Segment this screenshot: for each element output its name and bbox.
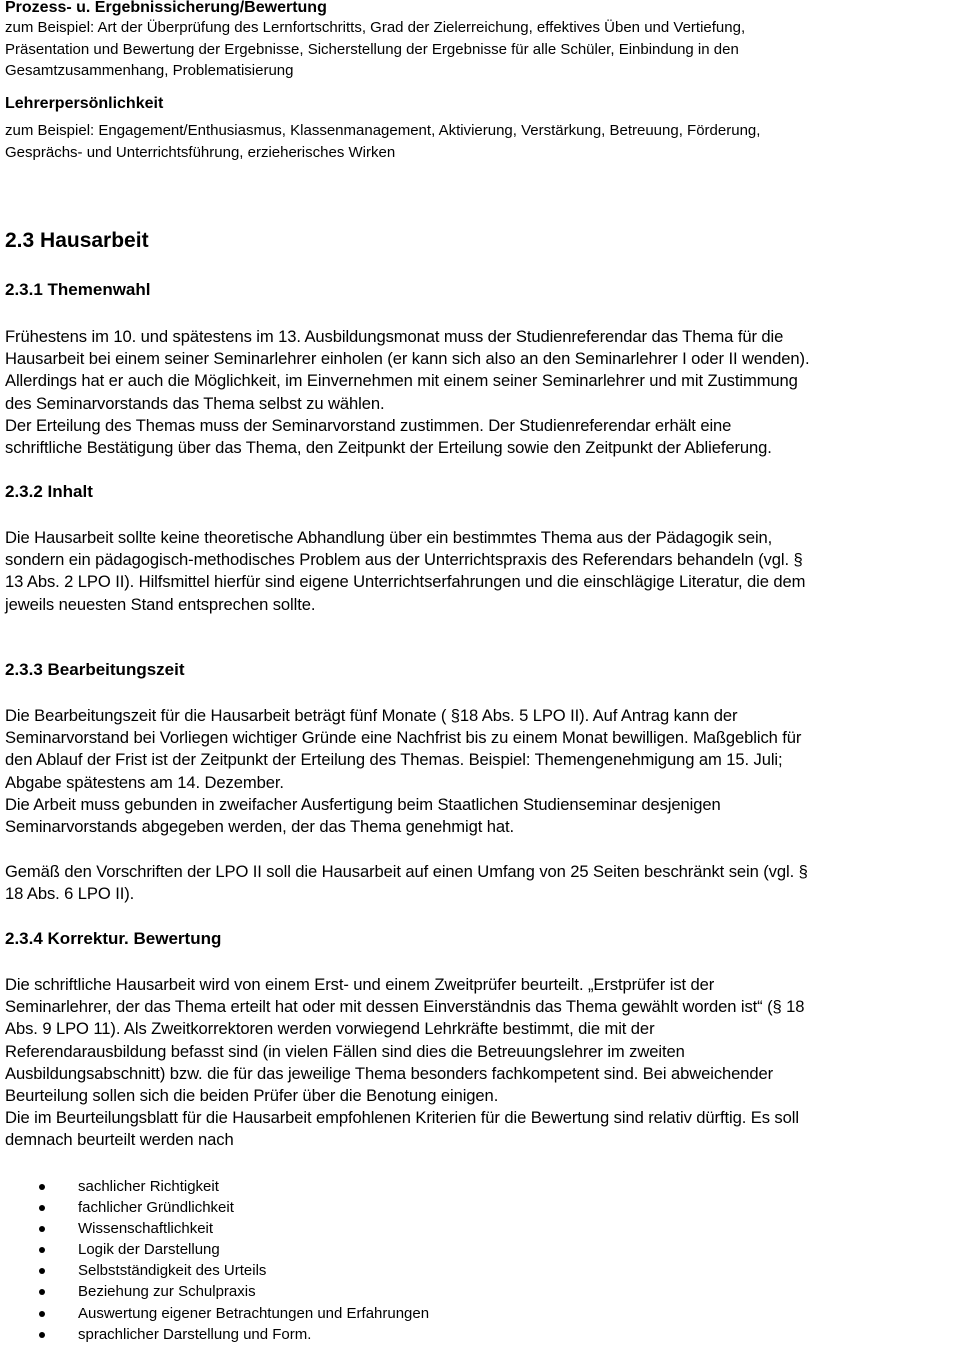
bullet-icon: [39, 1289, 45, 1295]
section-2-3-4: [5, 928, 960, 950]
text-line: Beurteilung sollen sich die beiden Prüfer über die Benotung einigen.: [5, 1086, 499, 1106]
list-item-label: Logik der Darstellung: [78, 1241, 220, 1259]
bullet-icon: [39, 1332, 45, 1338]
text-line: demnach beurteilt werden nach: [5, 1130, 234, 1150]
heading: 2.3.1 Themenwahl: [5, 280, 151, 299]
text-line: Gesprächs- und Unterrichtsführung, erzieherisches Wirken: [5, 143, 396, 161]
text-line: Gesamtzusammenhang, Problematisierung: [5, 62, 294, 79]
text-line: Allerdings hat er auch die Möglichkeit, im Einvernehmen mit einem seiner Seminarlehrer und mit Zustimmung: [5, 371, 798, 391]
lehrer-text: [5, 120, 960, 163]
text-line: sondern ein pädagogisch-methodisches Problem aus der Unterrichtspraxis des Referendars behandeln (vgl. §: [5, 550, 803, 570]
heading: Lehrerpersönlichkeit: [5, 95, 164, 112]
section-2-3-3: [5, 659, 960, 681]
bullet-icon: [39, 1226, 45, 1232]
text-line: Frühestens im 10. und spätestens im 13. Ausbildungsmonat muss der Studienreferendar das Thema für die: [5, 327, 784, 346]
text-line: Hausarbeit bei einem seiner Seminarlehrer einholen (er kann sich also an den Seminarlehrer I oder II wenden).: [5, 349, 810, 369]
text-line: Abs. 9 LPO 11). Als Zweitkorrektoren werden vorwiegend Lehrkräfte bestimmt, die mit der: [5, 1019, 655, 1039]
text-line: Die im Beurteilungsblatt für die Hausarbeit empfohlenen Kriterien für die Bewertung sind relativ dürftig. Es soll: [5, 1108, 799, 1128]
text-line: Referendarausbildung befasst sind (in vielen Fällen sind dies die Betreuungslehrer im zweiten: [5, 1041, 685, 1061]
heading: Prozess- u. Ergebnissicherung/Bewertung: [5, 0, 327, 16]
list-item-label: Selbstständigkeit des Urteils: [78, 1262, 267, 1280]
bullet-icon: [39, 1247, 45, 1253]
korrektur-text: [5, 974, 960, 1152]
bullet-icon: [39, 1205, 45, 1211]
heading: 2.3.2 Inhalt: [5, 482, 93, 501]
list-item-label: Auswertung eigener Betrachtungen und Erfahrungen: [78, 1304, 430, 1322]
heading: 2.3.3 Bearbeitungszeit: [5, 660, 185, 679]
bullet-icon: [39, 1268, 45, 1274]
heading: 2.3 Hausarbeit: [5, 229, 149, 252]
prozess-heading: [5, 0, 960, 18]
text-line: Seminarlehrer, der das Thema erteilt hat oder mit dessen Einverständnis das Thema gewählt worden ist“ (§ 18: [5, 997, 805, 1017]
section-2-3-2: [5, 481, 960, 503]
text-line: schriftliche Bestätigung über das Thema, den Zeitpunkt der Erteilung sowie den Zeitpunkt der Ablieferung.: [5, 438, 772, 458]
section-2-3: [5, 228, 960, 254]
section-2-3-1: [5, 279, 960, 301]
text-line: jeweils neuesten Stand entsprechen sollte.: [5, 594, 316, 614]
text-line: 13 Abs. 2 LPO II). Hilfsmittel hierfür sind eigene Unterrichtserfahrungen und die einschlägige Literatur, die dem: [5, 572, 806, 592]
text-line: Präsentation und Bewertung der Ergebnisse, Sicherstellung der Ergebnisse für alle Schüler, Einbindung in den: [5, 40, 739, 58]
list-item-label: Wissenschaftlichkeit: [78, 1220, 214, 1238]
inhalt-text: [5, 527, 960, 616]
bullet-icon: [39, 1184, 45, 1190]
text-line: den Ablauf der Frist ist der Zeitpunkt der Erteilung des Themas. Beispiel: Themengenehmigung am 15. Juli;: [5, 750, 783, 770]
text-line: 18 Abs. 6 LPO II).: [5, 884, 135, 904]
bullet-icon: [39, 1311, 45, 1317]
heading: 2.3.4 Korrektur. Bewertung: [5, 929, 222, 948]
text-line: Der Erteilung des Themas muss der Seminarvorstand zustimmen. Der Studienreferendar erhält eine: [5, 415, 732, 435]
list-item-label: sachlicher Richtigkeit: [78, 1178, 219, 1195]
text-line: Die Arbeit muss gebunden in zweifacher Ausfertigung beim Staatlichen Studienseminar desjenigen: [5, 794, 721, 814]
text-line: Die Bearbeitungszeit für die Hausarbeit beträgt fünf Monate ( §18 Abs. 5 LPO II). Auf Antrag kann der: [5, 706, 738, 725]
text-line: Die Hausarbeit sollte keine theoretische Abhandlung über ein bestimmtes Thema aus der Pädagogik sein,: [5, 528, 773, 547]
text-line: Abgabe spätestens am 14. Dezember.: [5, 772, 284, 792]
list-item-label: fachlicher Gründlichkeit: [78, 1199, 234, 1217]
lehrer-heading: [5, 94, 960, 114]
text-line: des Seminarvorstands das Thema selbst zu wählen.: [5, 393, 385, 413]
list-item-label: Beziehung zur Schulpraxis: [78, 1283, 256, 1301]
text-line: zum Beispiel: Engagement/Enthusiasmus, Klassenmanagement, Aktivierung, Verstärkung, Betreuung, Förderung,: [5, 122, 761, 139]
themenwahl-text: [5, 326, 960, 459]
umfang-text: [5, 861, 960, 905]
text-line: Ausbildungsabschnitt) bzw. die für das jeweilige Thema besonders fachkompetent sind. Bei abweichender: [5, 1063, 774, 1083]
text-line: Seminarvorstands abgegeben werden, der das Thema genehmigt hat.: [5, 817, 515, 837]
prozess-text: [5, 17, 960, 82]
text-line: zum Beispiel: Art der Überprüfung des Lernfortschritts, Grad der Zielerreichung, effektives Üben und Vertiefung,: [5, 19, 746, 36]
bearbeitung-text: [5, 705, 960, 838]
text-line: Die schriftliche Hausarbeit wird von einem Erst- und einem Zweitprüfer beurteilt. „Erstprüfer ist der: [5, 975, 715, 994]
text-line: Seminarvorstand bei Vorliegen wichtiger Gründe eine Nachfrist bis zu einem Monat bewilligen. Maßgeblich für: [5, 728, 802, 748]
text-line: Gemäß den Vorschriften der LPO II soll die Hausarbeit auf einen Umfang von 25 Seiten beschränkt sein (vgl. §: [5, 862, 808, 881]
list-item-label: sprachlicher Darstellung und Form.: [78, 1325, 312, 1343]
